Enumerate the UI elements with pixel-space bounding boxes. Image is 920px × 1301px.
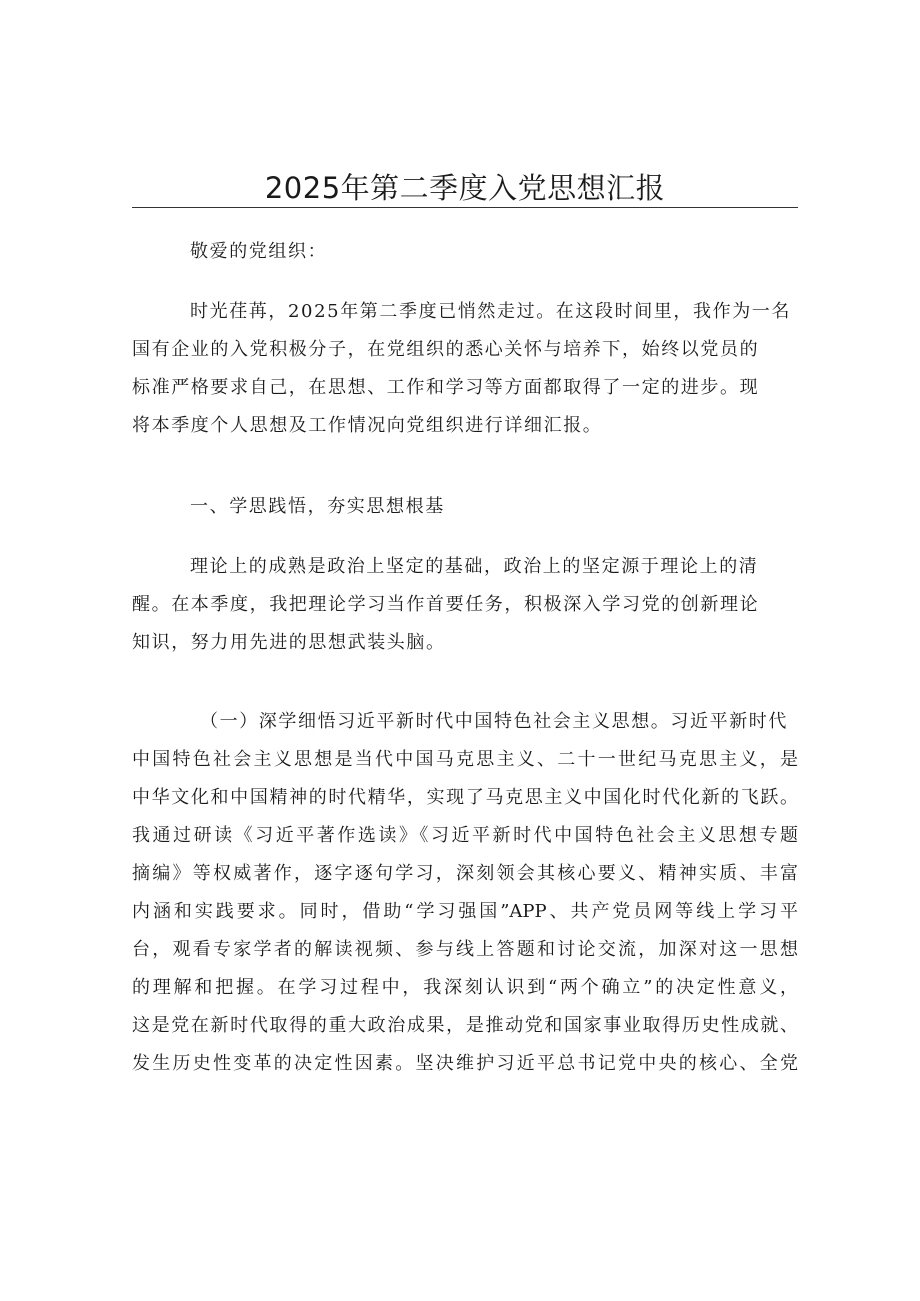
intro-paragraph (132, 293, 798, 445)
paragraph-line: 摘编》等权威著作，逐字逐句学习，深刻领会其核心要义、精神实质、丰富 (132, 863, 798, 884)
paragraph-line: 的理解和把握。在学习过程中，我深刻认识到“两个确立”的决定性意义， (132, 977, 798, 998)
section-heading-text: 一、学思践悟，夯实思想根基 (190, 496, 445, 517)
title-divider (132, 207, 798, 208)
document-title: 2025年第二季度入党思想汇报 (264, 171, 666, 205)
subsection1-paragraph (132, 703, 798, 1083)
section-heading-1 (132, 488, 798, 526)
paragraph-line: 内涵和实践要求。同时，借助“学习强国”APP、共产党员网等线上学习平 (132, 901, 798, 922)
paragraph-line: 发生历史性变革的决定性因素。坚决维护习近平总书记党中央的核心、全党 (132, 1053, 798, 1074)
paragraph-line: 中华文化和中国精神的时代精华，实现了马克思主义中国化时代化新的飞跃。 (132, 787, 798, 808)
paragraph-line: 标准严格要求自己，在思想、工作和学习等方面都取得了一定的进步。现 (132, 377, 760, 398)
paragraph-line: （一）深学细悟习近平新时代中国特色社会主义思想。习近平新时代 (200, 711, 788, 732)
paragraph-line: 国有企业的入党积极分子，在党组织的悉心关怀与培养下，始终以党员的 (132, 339, 760, 360)
paragraph-line: 理论上的成熟是政治上坚定的基础，政治上的坚定源于理论上的清 (190, 556, 759, 577)
paragraph-line: 醒。在本季度，我把理论学习当作首要任务，积极深入学习党的创新理论 (132, 594, 760, 615)
paragraph-line: 知识，努力用先进的思想武装头脑。 (132, 632, 446, 653)
paragraph-line: 我通过研读《习近平著作选读》《习近平新时代中国特色社会主义思想专题 (132, 825, 798, 846)
paragraph-line: 中国特色社会主义思想是当代中国马克思主义、二十一世纪马克思主义，是 (132, 749, 798, 770)
paragraph-line: 将本季度个人思想及工作情况向党组织进行详细汇报。 (132, 415, 603, 436)
paragraph-line: 这是党在新时代取得的重大政治成果，是推动党和国家事业取得历史性成就、 (132, 1015, 798, 1036)
paragraph-line: 时光荏苒，2025年第二季度已悄然走过。在这段时间里，我作为一名 (190, 301, 792, 322)
section1-paragraph (132, 548, 798, 662)
salutation-text: 敬爱的党组织： (190, 241, 328, 262)
paragraph-line: 台，观看专家学者的解读视频、参与线上答题和讨论交流，加深对这一思想 (132, 939, 798, 960)
salutation (132, 233, 798, 271)
